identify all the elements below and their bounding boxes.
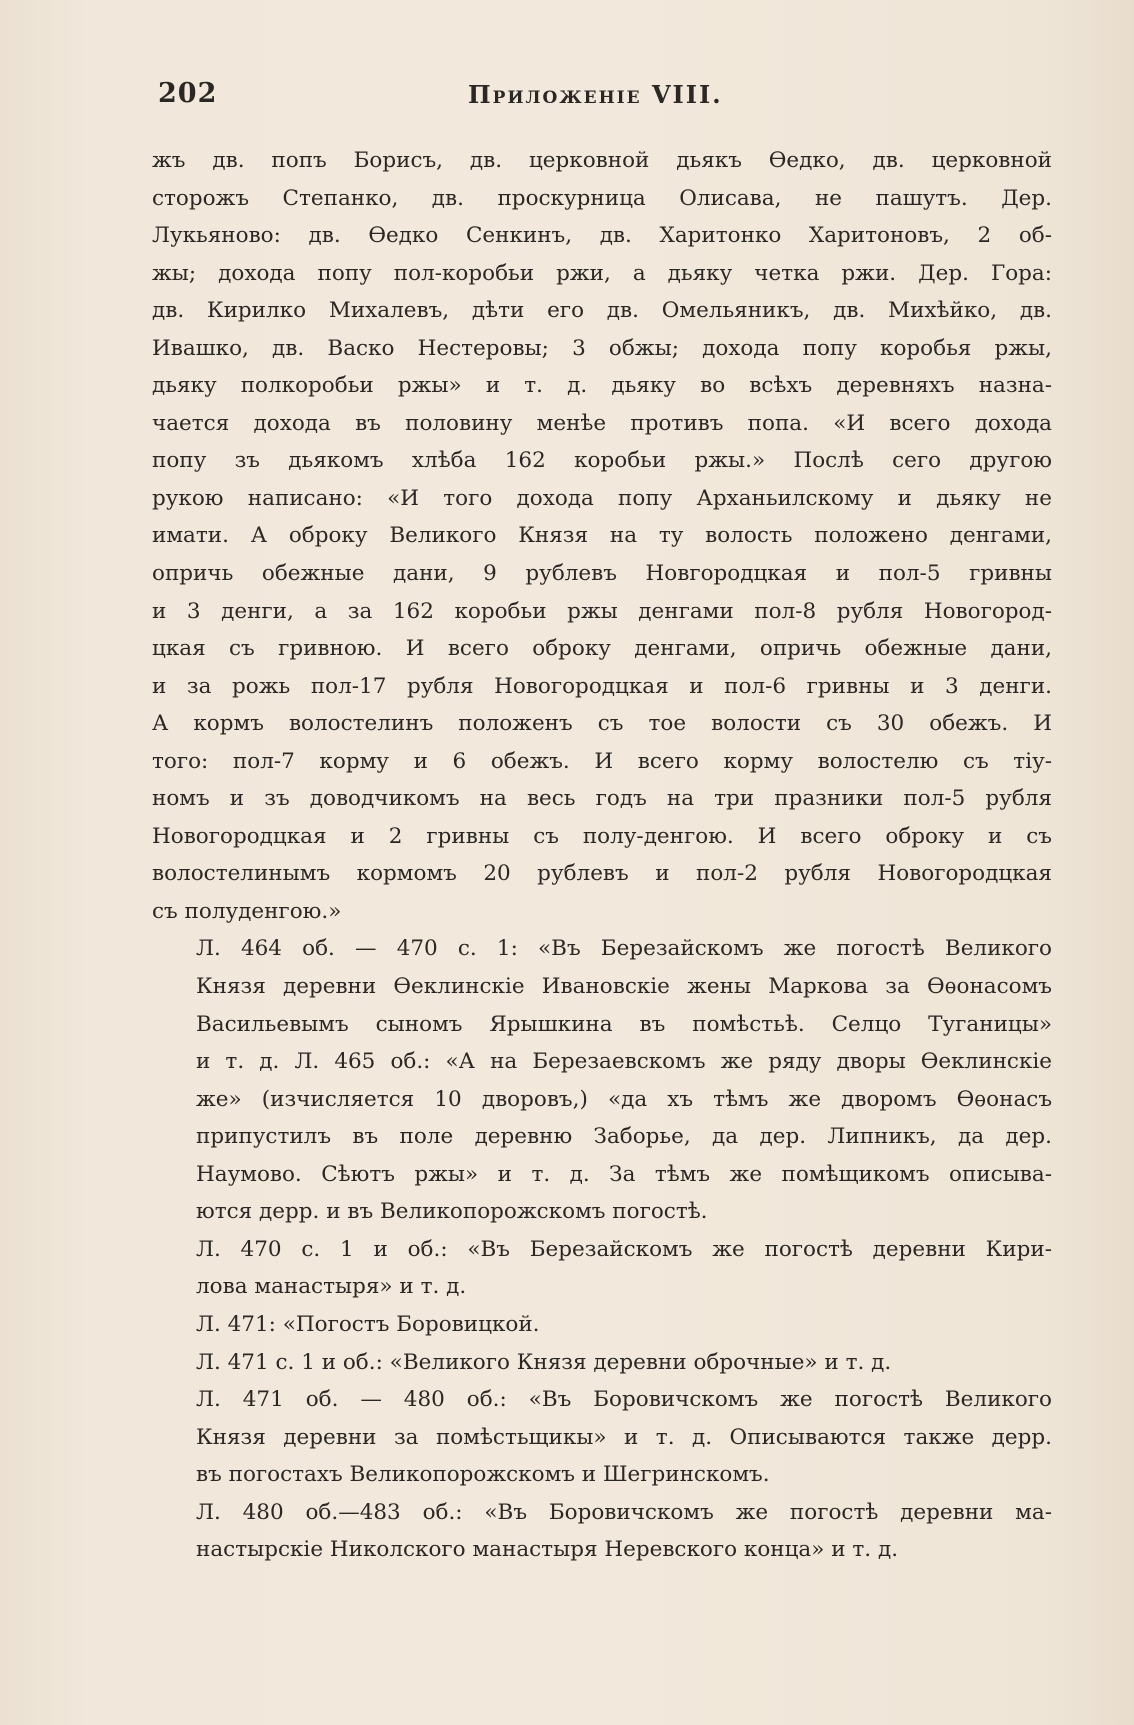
text-line: настырскіе Николского манастыря Неревского конца» и т. д. <box>196 1537 899 1563</box>
text-line: и за рожь пол-17 рубля Новогородцкая и пол-6 гривны и 3 денги. <box>152 673 1052 699</box>
text-line: номъ и зъ доводчикомъ на весь годъ на три празники пол-5 рубля <box>152 786 1052 812</box>
paragraph <box>152 930 1052 1230</box>
text-line: Л. 480 об.—483 об.: «Въ Боровичскомъ же погостѣ деревни ма- <box>196 1499 1052 1525</box>
text-line: Князя деревни Ѳеклинскіе Ивановскіе жены Маркова за Ѳѳонасомъ <box>196 974 1052 1000</box>
text-line: Князя деревни за помѣстьщикы» и т. д. Описываются также дерр. <box>196 1424 1052 1450</box>
text-line: и т. д. Л. 465 об.: «А на Березаевскомъ же ряду дворы Ѳеклинскіе <box>196 1049 1052 1075</box>
body-text <box>152 142 1052 1569</box>
page-header <box>158 78 1052 118</box>
paragraph <box>152 1494 1052 1569</box>
text-line: чается дохода въ половину менѣе противъ попа. «И всего дохода <box>152 410 1052 436</box>
text-line: Л. 464 об. — 470 с. 1: «Въ Березайскомъ же погостѣ Великого <box>196 936 1052 962</box>
paragraph <box>152 1231 1052 1306</box>
text-line: Новогородцкая и 2 гривны съ полу-денгою. И всего оброку и съ <box>152 823 1052 849</box>
text-line: Лукьяново: дв. Ѳедко Сенкинъ, дв. Харитонко Харитоновъ, 2 об- <box>152 223 1052 249</box>
text-line: того: пол-7 корму и 6 обежъ. И всего корму волостелю съ тіу- <box>152 748 1052 774</box>
text-line: попу зъ дьякомъ хлѣба 162 коробьи ржы.» Послѣ сего другою <box>152 448 1052 474</box>
text-line: и 3 денги, а за 162 коробьи ржы денгами пол-8 рубля Новогород- <box>152 598 1052 624</box>
text-line: дв. Кирилко Михалевъ, дѣти его дв. Омельяникъ, дв. Михѣйко, дв. <box>152 298 1052 324</box>
text-line: волостелинымъ кормомъ 20 рублевъ и пол-2 рубля Новогородцкая <box>152 861 1052 887</box>
text-line: Л. 471 об. — 480 об.: «Въ Боровичскомъ же погостѣ Великого <box>196 1387 1052 1413</box>
text-line: рукою написано: «И того дохода попу Арханьилскому и дьяку не <box>152 485 1052 511</box>
text-line: Ивашко, дв. Васко Нестеровы; 3 обжы; дохода попу коробья ржы, <box>152 335 1052 361</box>
text-line: сторожъ Степанко, дв. проскурница Олисава, не пашутъ. Дер. <box>152 185 1052 211</box>
running-title: Приложеніе VIII. <box>468 80 723 109</box>
paragraph <box>152 1381 1052 1494</box>
text-line: Л. 471: «Погостъ Боровицкой. <box>196 1311 540 1337</box>
text-line: Л. 470 с. 1 и об.: «Въ Березайскомъ же погостѣ деревни Кири- <box>196 1236 1052 1262</box>
text-line: Наумово. Сѣютъ ржы» и т. д. За тѣмъ же помѣщикомъ описыва- <box>196 1161 1052 1187</box>
paragraph <box>152 1306 1052 1344</box>
text-line: же» (изчисляется 10 дворовъ,) «да хъ тѣмъ же дворомъ Ѳѳонасъ <box>196 1086 1052 1112</box>
text-line: Васильевымъ сыномъ Ярышкина въ помѣстьѣ. Селцо Туганицы» <box>196 1011 1052 1037</box>
paragraph <box>152 142 1052 930</box>
paragraph <box>152 1344 1052 1382</box>
text-line: цкая съ гривною. И всего оброку денгами, опричь обежные дани, <box>152 636 1052 662</box>
text-line: опричь обежные дани, 9 рублевъ Новгородцкая и пол-5 гривны <box>152 561 1052 587</box>
text-line: припустилъ въ поле деревню Заборье, да дер. Липникъ, да дер. <box>196 1124 1052 1150</box>
text-line: имати. А оброку Великого Князя на ту волость положено денгами, <box>152 523 1052 549</box>
text-line: съ полуденгою.» <box>152 898 342 924</box>
text-line: въ погостахъ Великопорожскомъ и Шегринскомъ. <box>196 1462 770 1488</box>
page-number: 202 <box>158 78 218 109</box>
text-line: лова манастыря» и т. д. <box>196 1274 467 1300</box>
text-line: жъ дв. попъ Борисъ, дв. церковной дьякъ Ѳедко, дв. церковной <box>152 148 1052 173</box>
text-line: жы; дохода попу пол-коробьи ржи, а дьяку четка ржи. Дер. Гора: <box>152 260 1052 286</box>
text-line: Л. 471 с. 1 и об.: «Великого Князя деревни оброчные» и т. д. <box>196 1349 892 1375</box>
text-line: ются дерр. и въ Великопорожскомъ погостѣ. <box>196 1199 708 1225</box>
text-line: дьяку полкоробьи ржы» и т. д. дьяку во всѣхъ деревняхъ назна- <box>152 373 1052 399</box>
text-line: А кормъ волостелинъ положенъ съ тое волости съ 30 обежъ. И <box>152 711 1052 737</box>
